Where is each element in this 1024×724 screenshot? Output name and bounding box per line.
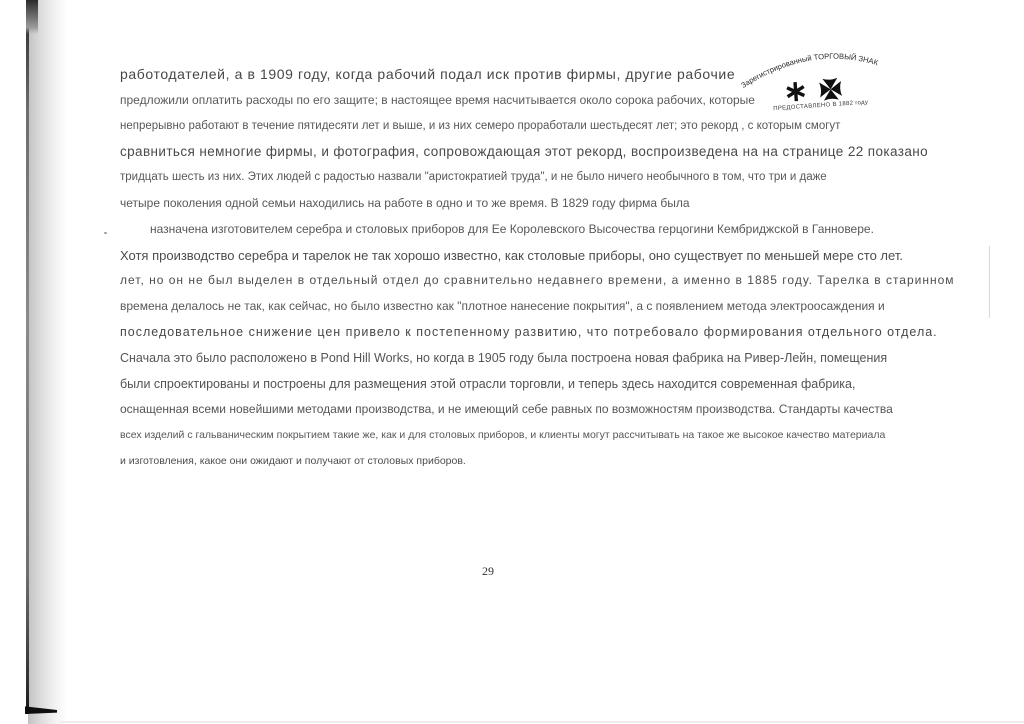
text-line: Сначала это было расположено в Pond Hill Works, но когда в 1905 году была построена новая фабрика на Ривер-Лейн, помещения — [120, 350, 888, 365]
spine-top-shadow — [26, 0, 38, 34]
bottom-scan-streak — [60, 721, 1024, 723]
text-line: сравниться немногие фирмы, и фотография, сопровождающая этот рекорд, воспроизведена на на странице 22 показано — [120, 144, 929, 160]
spine-edge-line — [26, 4, 29, 714]
text-line: работодателей, а в 1909 году, когда рабочий подал иск против фирмы, другие рабочие — [120, 66, 736, 82]
text-line: последовательное снижение цен привело к постепенному развитию, что потребовало формирования отдельного отдела. — [120, 324, 938, 339]
body-text-block — [120, 62, 1000, 475]
text-line: тридцать шесть из них. Этих людей с радостью назвали "аристократией труда", и не было ничего необычного в том, что три и даже — [120, 171, 827, 184]
text-line: назначена изготовителем серебра и столовых приборов для Ее Королевского Высочества герцогини Кембриджской в Ганновере. — [150, 221, 874, 236]
stray-ink-dot — [104, 232, 107, 234]
page-number: 29 — [482, 564, 494, 578]
text-line: всех изделий с гальваническим покрытием такие же, как и для столовых приборов, и клиенты могут рассчитывать на такое же высокое качество материала — [120, 429, 886, 442]
text-line: Хотя производство серебра и тарелок не так хорошо известно, как столовые приборы, оно существует по меньшей мере сто лет. — [120, 247, 903, 263]
text-line: четыре поколения одной семьи находились на работе в одно и то же время. В 1829 году фирма была — [120, 195, 690, 210]
stamp-granted-text: ПРЕДОСТАВЛЕНО В 1882 году — [773, 99, 869, 113]
text-line: лет, но он не был выделен в отдельный отдел до сравнительно недавнего времени, а именно в 1885 году. Тарелка в старинном — [120, 273, 955, 288]
text-line: оснащенная всеми новейшими методами производства, и не имеющий себе равных по возможностям производства. Стандарты качества — [120, 402, 893, 417]
text-line: были спроектированы и построены для размещения этой отрасли торговли, и теперь здесь находится современная фабрика, — [120, 376, 856, 391]
text-line: предложили оплатить расходы по его защите; в настоящее время насчитывается около сорока рабочих, которые — [120, 92, 755, 107]
text-line: времена делалось не так, как сейчас, но было известно как "плотное нанесение покрытия", а с появлением метода электроосаждения и — [120, 299, 885, 314]
stamp-arc-text: Зарегистрированный ТОРГОВЫЙ ЗНАК — [739, 51, 880, 90]
spine-shadow-gradient — [28, 0, 68, 724]
text-line: и изготовления, какое они ожидают и получают от столовых приборов. — [120, 454, 466, 467]
text-line: непрерывно работают в течение пятидесяти лет и выше, и из них семеро проработали шестьдесят лет; это рекорд , с которым смогут — [120, 119, 841, 132]
